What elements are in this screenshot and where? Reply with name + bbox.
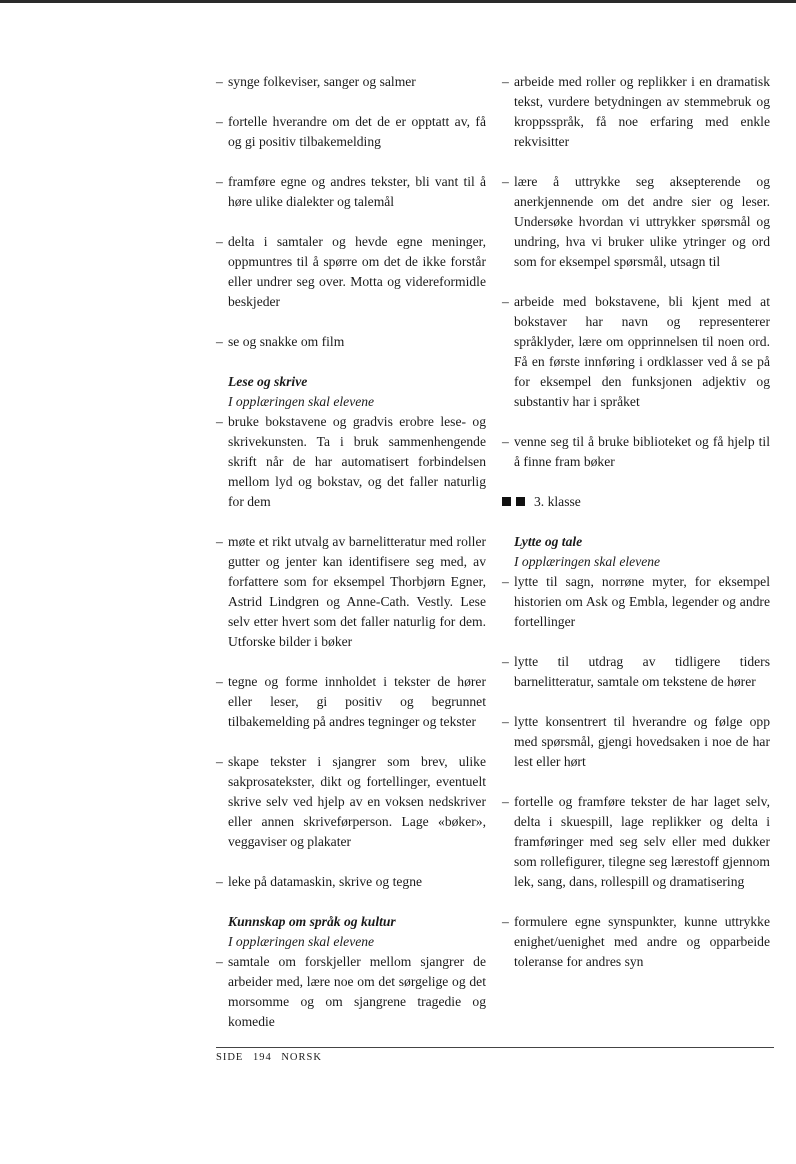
- list-item: – arbeide med bokstavene, bli kjent med at bokstaver har navn og representerer språklyder, lære om opprinnelsen til noen ord. Få en første innføring i ordklasser ved å se på for eksempel den funksjonen adjektiv og substantiv har i språket: [502, 292, 770, 412]
- section-heading-lytte-og-tale: Lytte og tale: [514, 534, 583, 549]
- section-subheading: I opplæringen skal elevene: [228, 394, 375, 409]
- list-item: – venne seg til å bruke biblioteket og få hjelp til å finne fram bøker: [502, 432, 770, 472]
- list-item: – bruke bokstavene og gradvis erobre lese- og skrivekunsten. Ta i bruk sammenhengende skrift når de har automatisert forbindelsen mellom lyd og bokstav, og det faller naturlig for dem: [216, 412, 486, 512]
- list-item: – møte et rikt utvalg av barnelitteratur med roller gutter og jenter kan identifisere seg med, av forfattere som for eksempel Thorbjørn Egner, Astrid Lindgren og Anne-Cath. Vestly. Lese selv etter hvert som det faller naturlig for dem. Utforske bilder i bøker: [216, 532, 486, 652]
- list-item: – synge folkeviser, sanger og salmer: [216, 72, 486, 92]
- list-item: – se og snakke om film: [216, 332, 486, 352]
- right-column: [502, 72, 770, 992]
- list-item: – lytte konsentrert til hverandre og følge opp med spørsmål, gjengi hovedsaken i noe de har lest eller hørt: [502, 712, 770, 772]
- section-subheading: I opplæringen skal elevene: [228, 934, 375, 949]
- footer-subject: NORSK: [281, 1052, 322, 1063]
- list-item: – tegne og forme innholdet i tekster de hører eller leser, gi positiv og begrunnet tilbakemelding på andres tegninger og tekster: [216, 672, 486, 732]
- list-item: – lære å uttrykke seg aksepterende og anerkjennende om det andre sier og leser. Undersøke hvordan vi uttrykker spørsmål og undring, hva vi bruker ulike ytringer og ord som for eksempel spørsmål, utsagn til: [502, 172, 770, 272]
- list-item: – leke på datamaskin, skrive og tegne: [216, 872, 486, 892]
- list-item: – skape tekster i sjangrer som brev, ulike sakprosatekster, dikt og fortellinger, eventuelt skrive selv ved hjelp av en voksen nedskriver eller annen skriveførperson. Lage «bøker», veggaviser og plakater: [216, 752, 486, 852]
- footer-side-label: SIDE: [216, 1052, 244, 1063]
- left-column: [216, 72, 486, 1052]
- list-item: – fortelle hverandre om det de er opptatt av, få og gi positiv tilbakemelding: [216, 112, 486, 152]
- page-number: 194: [252, 1052, 272, 1063]
- list-item: – lytte til utdrag av tidligere tiders barnelitteratur, samtale om tekstene de hører: [502, 652, 770, 692]
- list-item: – framføre egne og andres tekster, bli vant til å høre ulike dialekter og talemål: [216, 172, 486, 212]
- section-heading-lese-og-skrive: Lese og skrive: [228, 374, 308, 389]
- list-item: – delta i samtaler og hevde egne meninger, oppmuntres til å spørre om det de ikke forstår eller undrer seg over. Motta og videreformidle beskjeder: [216, 232, 486, 312]
- list-item: – samtale om forskjeller mellom sjangrer de arbeider med, lære noe om det sørgelige og det morsomme og om sjangrene tragedie og komedie: [216, 952, 486, 1032]
- footer-divider: [216, 1047, 774, 1048]
- list-item: – fortelle og framføre tekster de har laget selv, delta i skuespill, lage replikker og delta i framføringer med seg selv eller med dukker som rollefigurer, tilegne seg lærestoff gjennom lek, sang, dans, rollespill og dramatisering: [502, 792, 770, 892]
- grade-heading: [502, 492, 770, 512]
- grade-label: 3. klasse: [534, 494, 581, 509]
- section-heading-kunnskap: Kunnskap om språk og kultur: [228, 914, 396, 929]
- square-bullet-icon: [516, 497, 525, 506]
- section-subheading: I opplæringen skal elevene: [514, 554, 661, 569]
- list-item: – formulere egne synspunkter, kunne uttrykke enighet/uenighet med andre og opparbeide toleranse for andres syn: [502, 912, 770, 972]
- list-item: – arbeide med roller og replikker i en dramatisk tekst, vurdere betydningen av stemmebruk og kroppsspråk, få noe erfaring med enkle rekvisitter: [502, 72, 770, 152]
- page-footer: [216, 1052, 322, 1063]
- list-item: – lytte til sagn, norrøne myter, for eksempel historien om Ask og Embla, legender og andre fortellinger: [502, 572, 770, 632]
- top-border-line: [0, 0, 796, 3]
- square-bullet-icon: [502, 497, 511, 506]
